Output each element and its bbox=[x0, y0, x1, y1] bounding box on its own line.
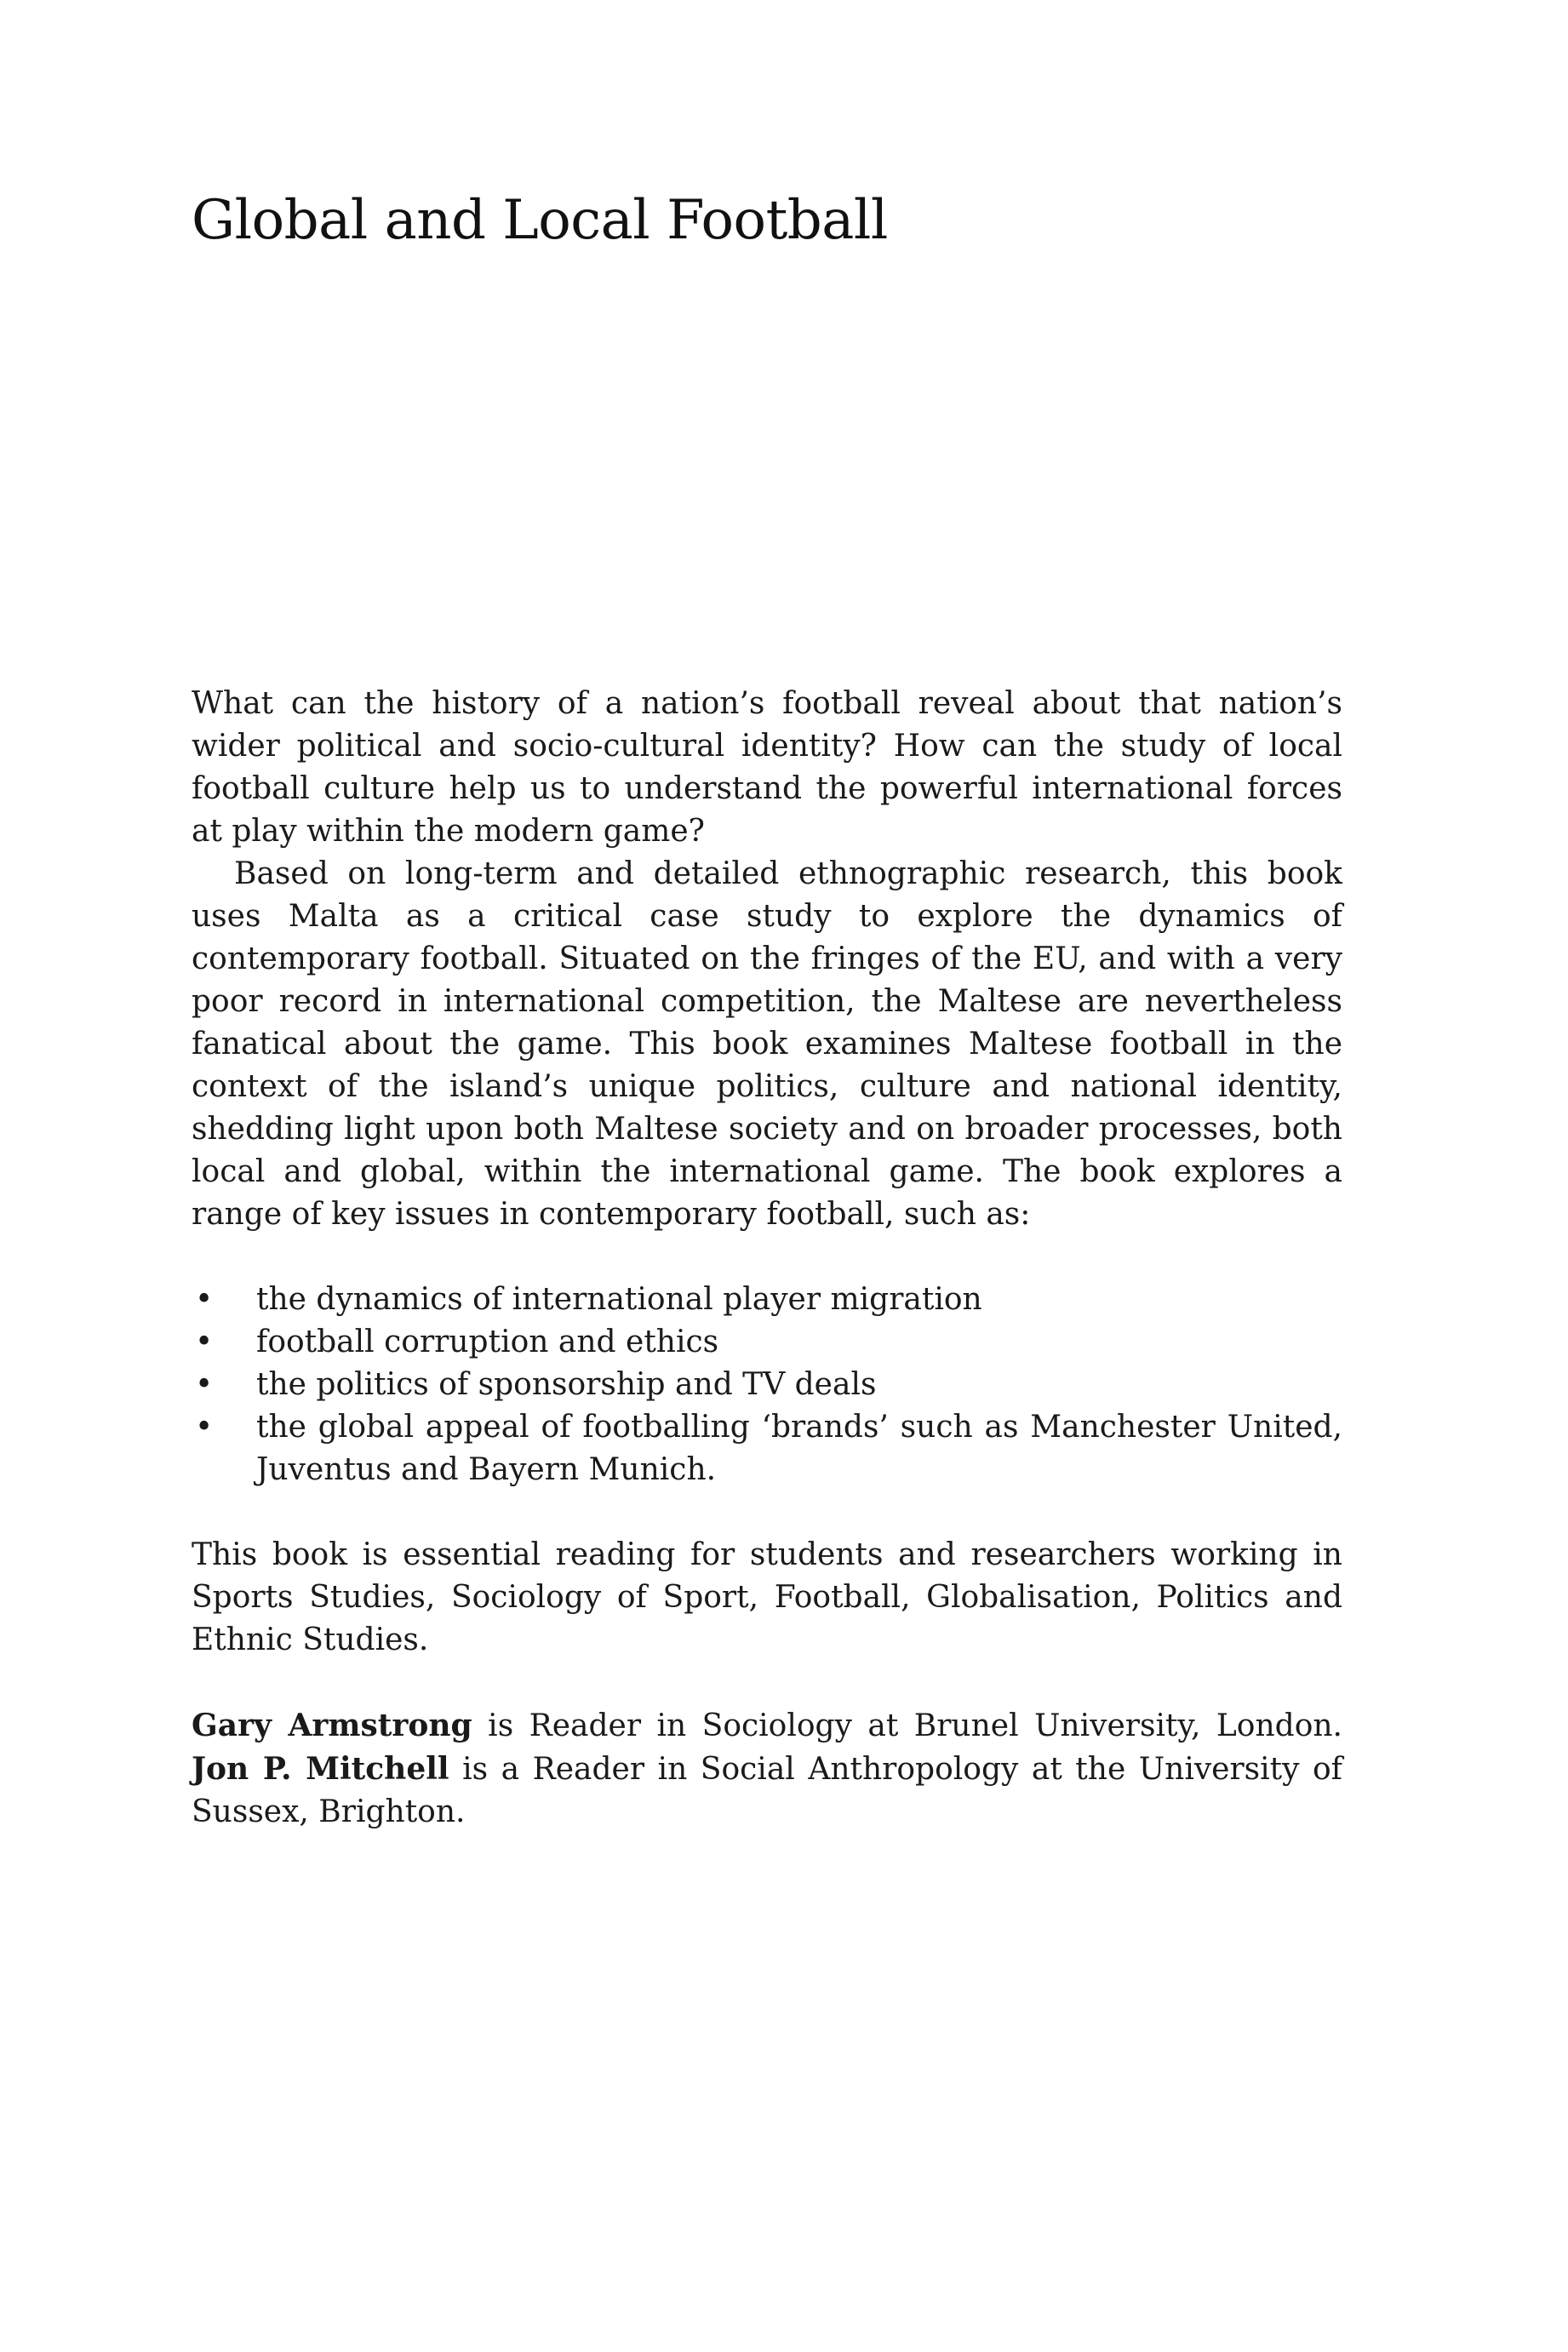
list-item bbox=[192, 1321, 1342, 1364]
bullet-icon: • bbox=[195, 1410, 214, 1445]
bullet-icon: • bbox=[195, 1367, 214, 1402]
author-role: is a Reader in Social Anthropology at the University of Sussex, Brighton. bbox=[192, 1752, 1342, 1829]
page-title: Global and Local Football bbox=[192, 189, 888, 252]
intro-paragraph: What can the history of a nation’s football reveal about that nation’s wider political and socio-cultural identity? How can the study of local football culture help us to understand the powerful international forces at play within the modern game? bbox=[192, 686, 1342, 849]
list-item bbox=[192, 1279, 1342, 1321]
author-name: Gary Armstrong bbox=[192, 1708, 472, 1743]
bullet-icon: • bbox=[195, 1282, 214, 1317]
list-item bbox=[192, 1406, 1342, 1491]
book-blurb bbox=[192, 683, 1342, 1834]
list-item-text: the dynamics of international player migration bbox=[256, 1282, 982, 1317]
author-bio bbox=[192, 1704, 1342, 1834]
author-role: is Reader in Sociology at Brunel University, London. bbox=[472, 1708, 1342, 1743]
list-item-text: the politics of sponsorship and TV deals bbox=[256, 1367, 877, 1402]
bullet-icon: • bbox=[195, 1325, 214, 1359]
author-name: Jon P. Mitchell bbox=[192, 1751, 449, 1787]
list-item bbox=[192, 1364, 1342, 1406]
issues-list bbox=[192, 1279, 1342, 1491]
audience-paragraph: This book is essential reading for students and researchers working in Sports Studies, Sociology of Sport, Football, Globalisation, Politics and Ethnic Studies. bbox=[192, 1537, 1342, 1657]
description-paragraph: Based on long-term and detailed ethnographic research, this book uses Malta as a critical case study to explore the dynamics of contemporary football. Situated on the fringes of the EU, and with a very poor record in international competition, the Maltese are nevertheless fanatical about the game. This book examines Maltese football in the context of the island’s unique politics, culture and national identity, shedding light upon both Maltese society and on broader processes, both local and global, within the international game. The book explores a range of key issues in contemporary football, such as: bbox=[192, 856, 1342, 1232]
list-item-text: the global appeal of footballing ‘brands’ such as Manchester United, Juventus and Bayern Munich. bbox=[256, 1410, 1342, 1487]
list-item-text: football corruption and ethics bbox=[256, 1325, 719, 1359]
